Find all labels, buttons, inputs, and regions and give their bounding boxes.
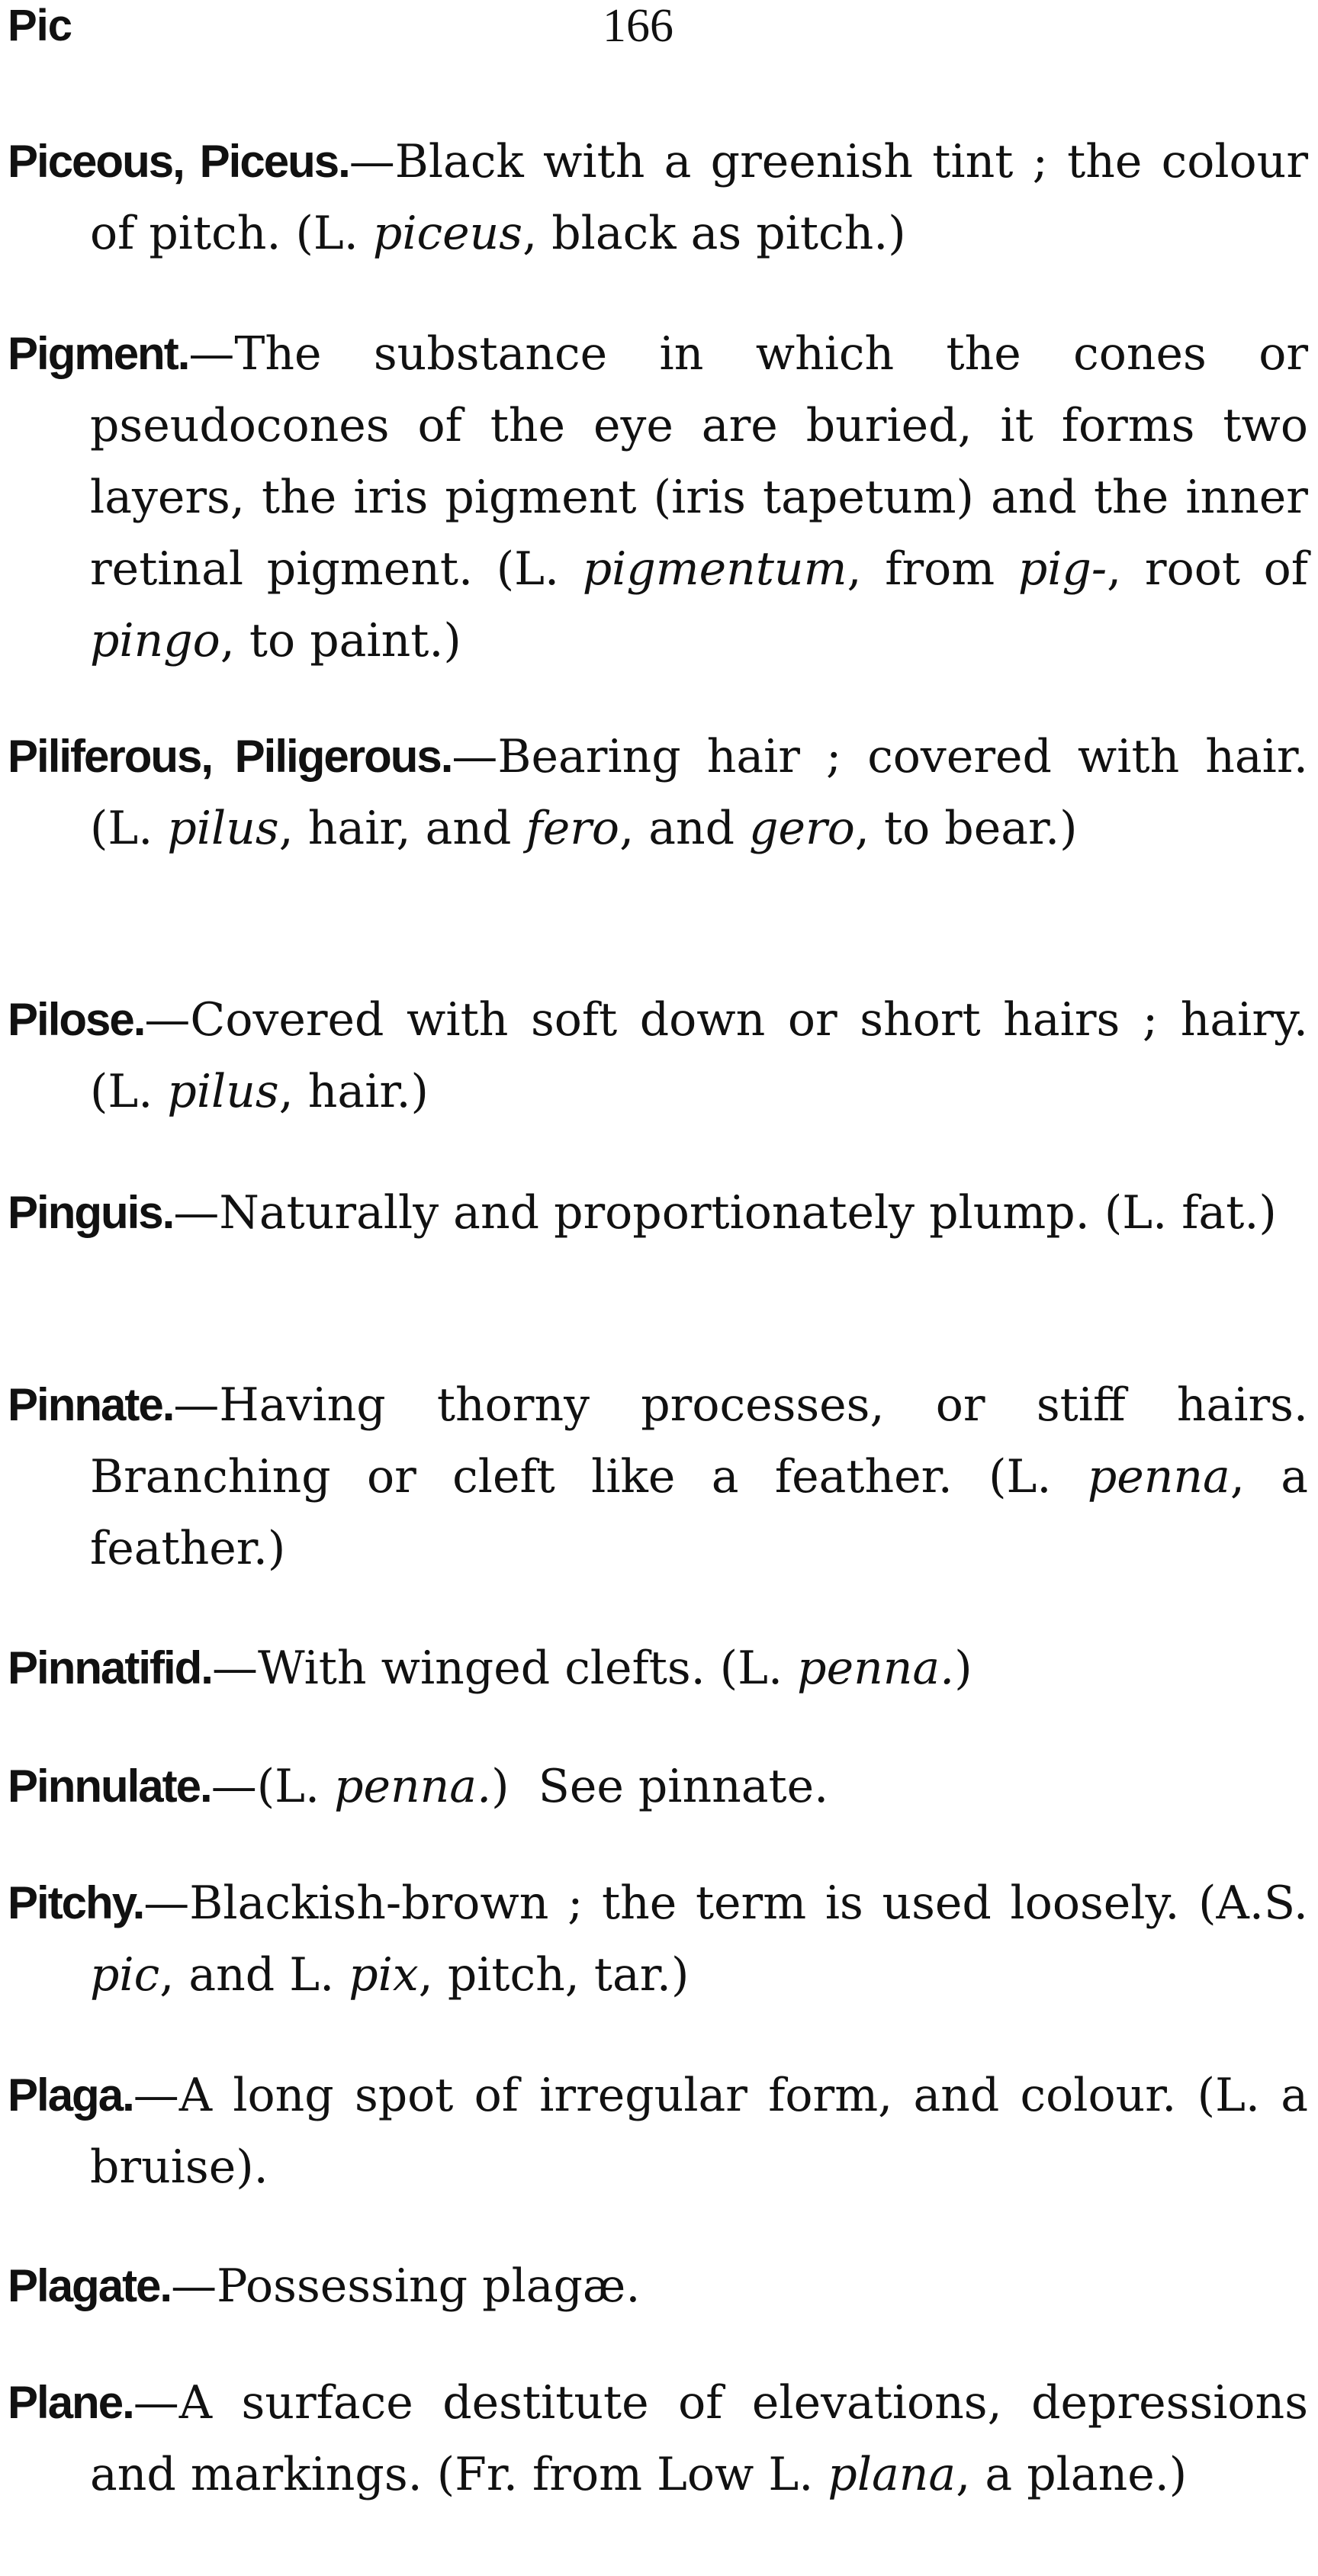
entry-term: Pinnulate.: [8, 1761, 211, 1812]
entry-definition: —Blackish-brown ; the term is used loosely.: [143, 1877, 1180, 1930]
entry-term: Pinguis.: [8, 1187, 174, 1238]
entry-etymology: (L. a bruise).: [90, 2069, 1309, 2194]
entry-etymology: (L. fat.): [1104, 1186, 1277, 1240]
entry-term: Pinnatifid.: [8, 1642, 212, 1693]
entry-pitchy: [8, 1867, 1308, 2011]
entry-term: Pitchy.: [8, 1877, 144, 1928]
entry-definition: —: [211, 1760, 257, 1813]
entry-pinnulate: [8, 1751, 1308, 1822]
entry-term: Pigment.: [8, 328, 189, 379]
entry-etymology: (L. penna.): [719, 1642, 972, 1695]
entry-plane: [8, 2367, 1308, 2510]
entry-term: Plane.: [8, 2377, 133, 2428]
entry-etymology: (A.S. pic, and L. pix, pitch, tar.): [90, 1877, 1308, 2002]
entry-term: Pilose.: [8, 994, 145, 1045]
entry-pilose: [8, 984, 1308, 1127]
entry-term: Piceous, Piceus.: [8, 136, 349, 187]
entry-definition: —Black with a greenish tint ; the colour of pitch.: [90, 135, 1309, 260]
entry-definition: —A surface destitute of elevations, depressions and markings.: [90, 2376, 1308, 2501]
entry-definition: —Covered with soft down or short hairs ; hairy.: [144, 993, 1308, 1047]
entry-definition: —A long spot of irregular form, and colour.: [133, 2069, 1177, 2122]
entry-term: Pinnate.: [8, 1379, 174, 1430]
entry-piliferous: [8, 721, 1308, 864]
entry-definition: —The substance in which the cones or pseudocones of the eye are buried, it forms two layers, the iris pigment (iris tapetum) and the inner retinal pigment.: [90, 327, 1308, 596]
entry-etymology: (L. penna.) See pinnate.: [256, 1760, 829, 1813]
entry-piceous: [8, 126, 1308, 269]
entry-term: Plaga.: [8, 2069, 133, 2121]
entry-plagate: [8, 2250, 1308, 2322]
page-number: 166: [603, 0, 673, 52]
entry-etymology: (Fr. from Low L. plana, a plane.): [436, 2448, 1188, 2501]
entry-etymology: (L. pilus, hair, and fero, and gero, to bear.): [90, 802, 1078, 855]
entry-definition: —Bearing hair ; covered with hair.: [452, 730, 1308, 783]
running-head: Pic: [8, 1, 72, 50]
entry-pinnate: [8, 1369, 1308, 1584]
entry-etymology: (L. piceus, black as pitch.): [295, 207, 906, 260]
entry-plaga: [8, 2060, 1308, 2203]
page-header: [0, 0, 1318, 61]
entry-pigment: [8, 318, 1308, 677]
entry-etymology: (L. penna, a feather.): [90, 1450, 1309, 1575]
entry-definition: —Naturally and proportionately plump.: [173, 1186, 1090, 1240]
entry-term: Piliferous, Piligerous.: [8, 731, 452, 782]
entry-etymology: (L. pilus, hair.): [90, 1065, 429, 1118]
entry-definition: —Possessing plagæ.: [171, 2259, 641, 2313]
entry-pinnatifid: [8, 1632, 1308, 1704]
entry-pinguis: [8, 1177, 1308, 1249]
entry-definition: —Having thorny processes, or stiff hairs. Branching or cleft like a feather.: [90, 1378, 1308, 1503]
entry-term: Plagate.: [8, 2260, 172, 2311]
entry-definition: —With winged clefts.: [211, 1642, 706, 1695]
entry-etymology: (L. pigmentum, from pig-, root of pingo, to paint.): [90, 542, 1308, 667]
